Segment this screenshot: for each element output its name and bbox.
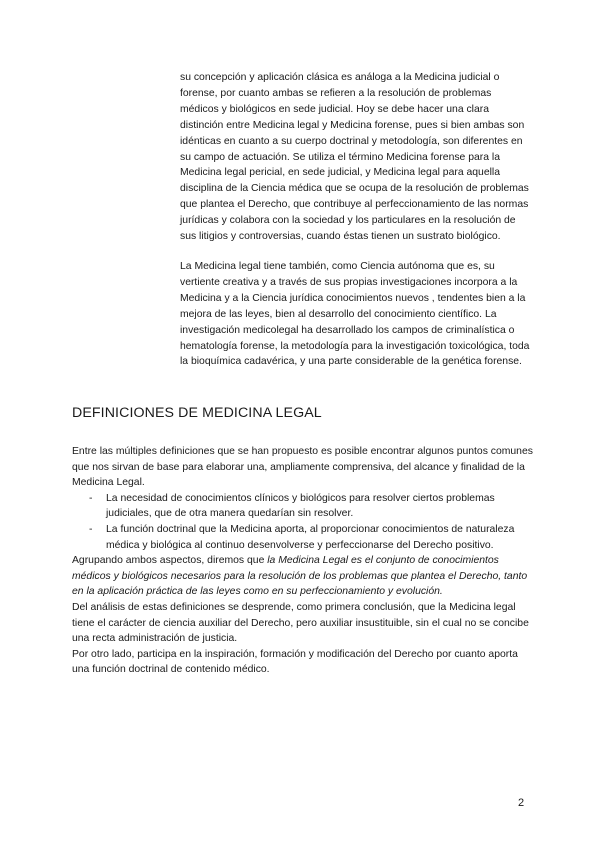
conclusion-paragraph: Del análisis de estas definiciones se desprende, como primera conclusión, que la Medicina legal tiene el carácter de ciencia auxiliar del Derecho, pero auxiliar insustituible, sin el cual no se concibe una recta administración de justicia.	[72, 601, 529, 645]
definition-lead: Agrupando ambos aspectos, diremos que	[72, 555, 265, 567]
intro-paragraph: Entre las múltiples definiciones que se han propuesto es posible encontrar algunos puntos comunes que nos sirvan de base para elaborar una, ampliamente comprensiva, del alcance y finalidad de la Medicina Legal.	[72, 446, 533, 489]
section-body	[72, 444, 534, 678]
paragraph-vertiente-creativa: La Medicina legal tiene también, como Ciencia autónoma que es, su vertiente creativa y a través de sus propias investigaciones incorpora a la Medicina y a la Ciencia jurídica conocimientos nuevos , tendentes bien a la mejora de las leyes, bien al desarrollo del conocimiento científico. La investigación medicolegal ha desarrollado los campos de criminalística o hematología forense, la metodología para la investigación toxicológica, toda la bioquímica cadavérica, y una parte considerable de la genética forense.	[180, 260, 530, 368]
dash-bullet: -	[89, 523, 93, 535]
section-heading: DEFINICIONES DE MEDICINA LEGAL	[72, 405, 322, 421]
indented-block	[180, 70, 532, 370]
list-item	[72, 491, 534, 522]
definition-paragraph	[72, 553, 534, 600]
paragraph-concepcion: su concepción y aplicación clásica es análoga a la Medicina judicial o forense, por cuanto ambas se refieren a la resolución de problemas médicos y biológicos en sede judicial. Hoy se debe hacer una clara distinción entre Medicina legal y Medicina forense, pues si bien ambas son idénticas en cuanto a su cuerpo doctrinal y metodología, son diferentes en su campo de actuación. Se utiliza el término Medicina forense para la Medicina legal pericial, en sede judicial, y Medicina legal para aquella disciplina de la Ciencia médica que se ocupa de la resolución de problemas que plantea el Derecho, que contribuye al perfeccionamiento de las normas jurídicas y colabora con la sociedad y los particulares en la resolución de sus litigios y controversias, cuando éstas tienen un sustrato biológico.	[180, 72, 529, 243]
dash-bullet: -	[89, 492, 93, 504]
list-item-text: La necesidad de conocimientos clínicos y biológicos para resolver ciertos problemas judiciales, que de otra manera quedarían sin resolver.	[106, 492, 495, 520]
list-item-text: La función doctrinal que la Medicina aporta, al proporcionar conocimientos de naturaleza médica y biológica al continuo desenvolverse y perfeccionarse del Derecho positivo.	[106, 523, 515, 551]
page-number: 2	[518, 797, 525, 809]
closing-paragraph: Por otro lado, participa en la inspiración, formación y modificación del Derecho por cuanto aporta una función doctrinal de contenido médico.	[72, 648, 518, 676]
list-item	[72, 522, 534, 553]
bullet-list	[72, 491, 534, 553]
definition-italic: la Medicina Legal es el conjunto de conocimientos médicos y biológicos necesarios para la resolución de los problemas que plantea el Derecho, tanto en la aplicación práctica de las leyes como en su perfeccionamiento y evolución.	[72, 555, 528, 598]
